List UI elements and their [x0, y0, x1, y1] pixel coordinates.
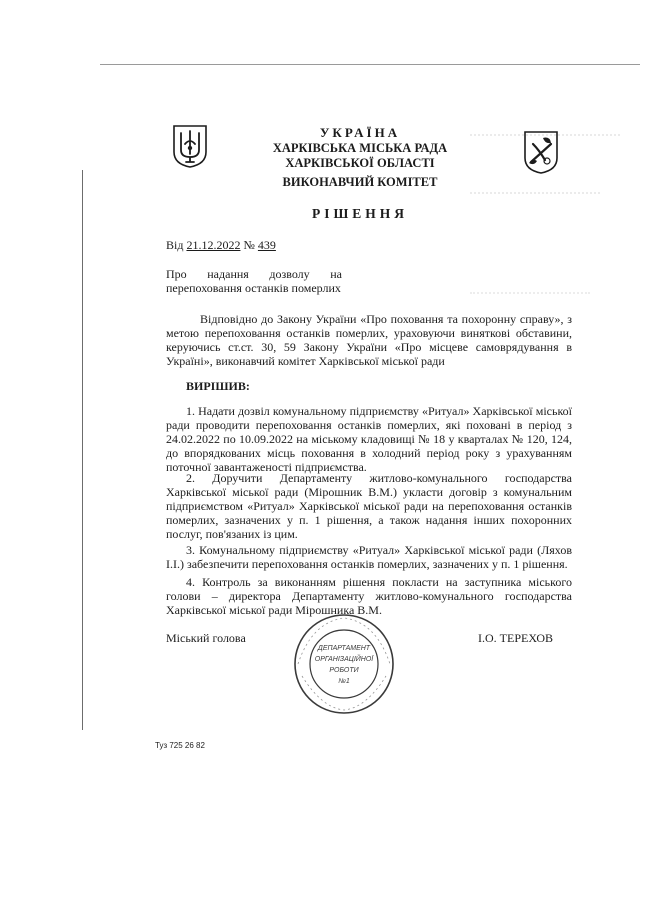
city-coat-of-arms-icon [523, 130, 559, 174]
subject-line-2: перепоховання останків померлих [166, 281, 341, 295]
decision-item-2: 2. Доручити Департаменту житлово-комунального господарства Харківської міської ради (Мірошник В.М.) укласти договір з комунальним підприємством «Ритуал» Харківської міської ради на перепоховання останків померлих, зазначених у п. 1 рішення, а також надання інших похоронних послуг, пов'язаних із цим. [166, 471, 572, 541]
decision-item-1: 1. Надати дозвіл комунальному підприємству «Ритуал» Харківської міської ради проводити перепоховання останків померлих, які поховані в період з 24.02.2022 по 10.09.2022 на міському кладовищі № 18 у кварталах № 120, 124, до впорядкованих місць поховання в холодний період року з урахуванням поточної завантаженості підприємства. [166, 404, 572, 474]
decision-number: 439 [257, 238, 276, 252]
decision-item-4: 4. Контроль за виконанням рішення покласти на заступника міського голови – директора Департаменту житлово-комунального господарства Харківської міської ради Мірошника В.М. [166, 575, 572, 617]
scan-edge-left [82, 170, 83, 730]
decision-title: РІШЕННЯ [311, 206, 409, 221]
header-oblast: ХАРКІВСЬКОЇ ОБЛАСТІ [285, 156, 435, 170]
date-prefix: Від [166, 238, 184, 252]
decision-item-3: 3. Комунальному підприємству «Ритуал» Харківської міської ради (Ляхов І.І.) забезпечити перепоховання останків померлих, зазначених у п. 1 рішення. [166, 543, 572, 571]
stamp-line-3: РОБОТИ [329, 667, 359, 674]
header-council: ХАРКІВСЬКА МІСЬКА РАДА [272, 141, 448, 155]
signature-title: Міський голова [166, 631, 246, 645]
signature-name: І.О. ТЕРЕХОВ [478, 631, 554, 645]
preamble-paragraph: Відповідно до Закону України «Про поховання та похоронну справу», з метою перепоховання останків померлих, ураховуючи виняткові обставини, керуючись ст.ст. 30, 59 Закону України «Про місцеве самоврядування в Україні», виконавчий комітет Харківської міської ради [166, 312, 572, 368]
stamp-line-1: ДЕПАРТАМЕНТ [317, 645, 371, 652]
stamp-line-2: ОРГАНІЗАЦІЙНОЇ [314, 656, 374, 663]
header-country: УКРАЇНА [319, 125, 401, 140]
subject-line-1: Про надання дозволу на [166, 267, 342, 281]
number-sign: № [243, 238, 255, 252]
decision-date: 21.12.2022 [186, 238, 241, 252]
decision-date-line [166, 238, 276, 253]
stamp-line-4: №1 [338, 678, 350, 685]
decision-subject [166, 267, 342, 295]
trident-emblem-icon [172, 124, 208, 168]
scan-edge-top [100, 64, 640, 65]
official-stamp [292, 612, 396, 716]
header-executive-committee: ВИКОНАВЧИЙ КОМІТЕТ [282, 175, 438, 189]
footer-reference: Туз 725 26 82 [155, 741, 205, 750]
resolved-heading: ВИРІШИВ: [186, 379, 250, 393]
